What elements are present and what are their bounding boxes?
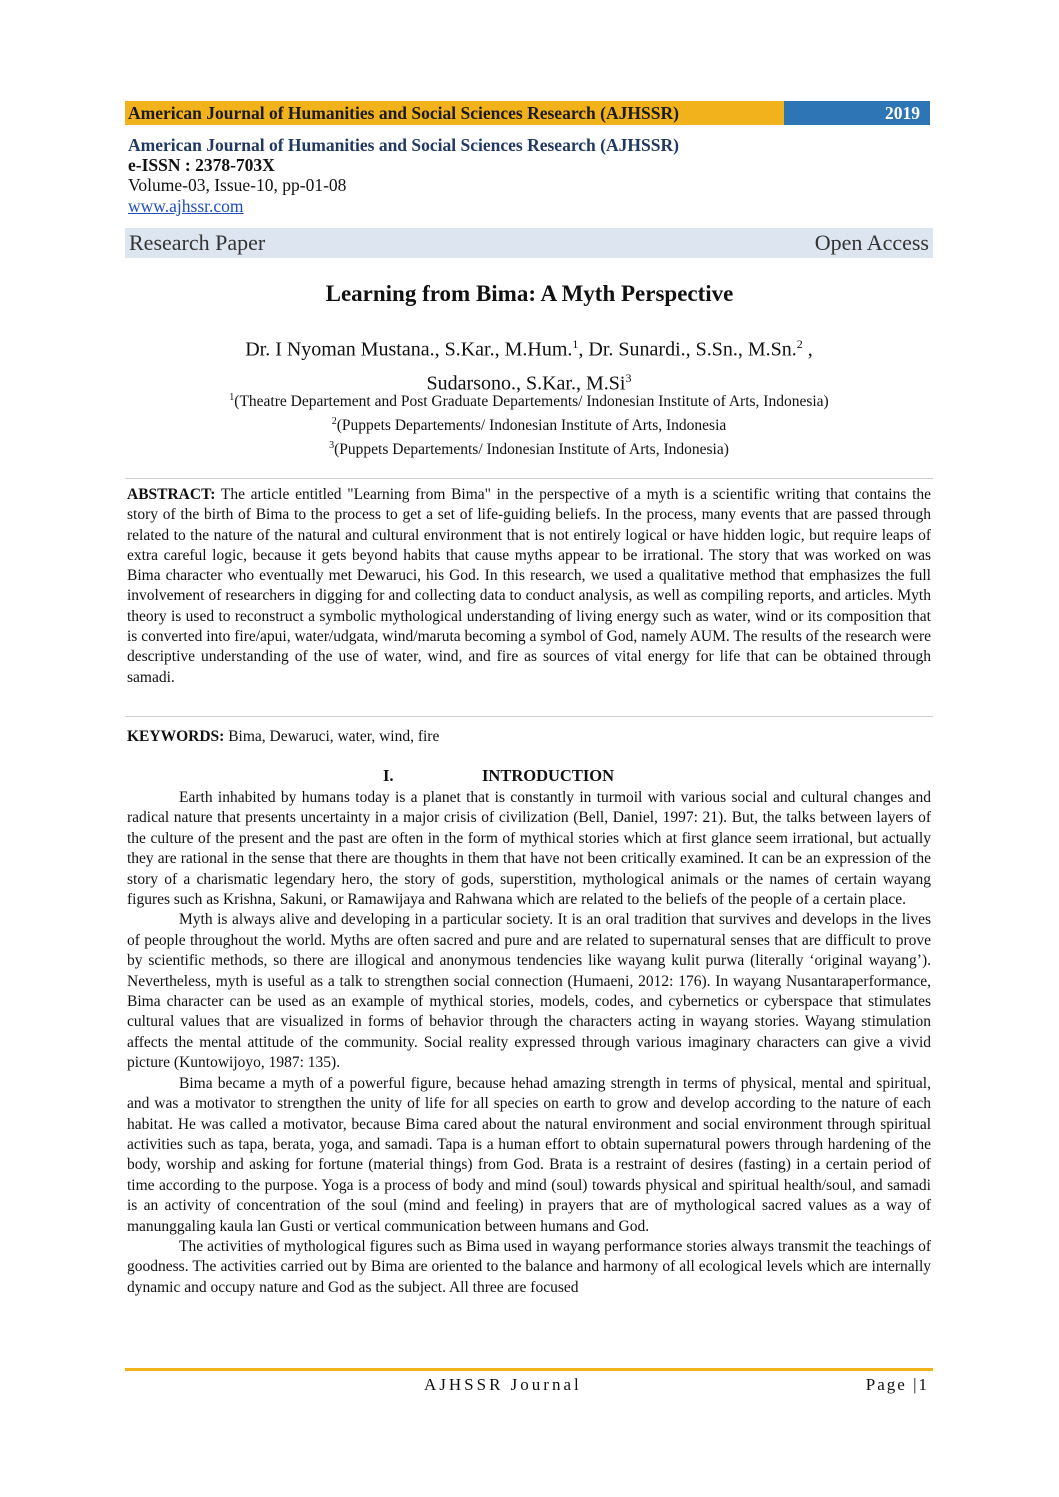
paragraph: The activities of mythological figures such as Bima used in wayang performance stories always transmit the teachings of goodness. The activities carried out by Bima are oriented to the balance and harmony of all ecological levels which are internally dynamic and occupy nature and God as the subject. All three are focused	[127, 1237, 931, 1296]
introduction-body	[127, 788, 931, 1298]
affiliation-list	[125, 388, 933, 460]
affiliation-marker: 3	[329, 440, 335, 452]
journal-website-link[interactable]: www.ajhssr.com	[128, 196, 244, 216]
page-footer	[125, 1375, 933, 1399]
footer-page-number: Page |1	[865, 1375, 929, 1394]
issn-value: 2378-703X	[195, 155, 275, 175]
divider	[125, 478, 933, 479]
abstract-text: The article entitled "Learning from Bima" in the perspective of a myth is a scientific writing that contains the story of the birth of Bima to the process to get a set of life-guiding beliefs. In the process, many events that are passed through related to the nature of the natural and cultural environment that is not entirely logical or have hidden logic, but require leaps of extra careful logic, because it gets beyond habits that cause myths appear to be irrational. The story that was worked on was Bima character who eventually met Dewaruci, his God. In this research, we used a qualitative method that emphasizes the full involvement of researchers in digging for and collecting data to conduct analysis, as well as compiling reports, and articles. Myth theory is used to reconstruct a symbolic mythological understanding of living energy such as water, wind or its composition that is converted into fire/apui, water/udgata, wind/maruta becoming a symbol of God, namely AUM. The results of the research were descriptive understanding of the use of water, wind, and fire as sources of vital energy for life that can be obtained through samadi.	[127, 486, 931, 686]
paper-title: Learning from Bima: A Myth Perspective	[325, 281, 734, 306]
running-header	[125, 101, 930, 125]
journal-issn	[128, 155, 933, 175]
footer-rule	[125, 1368, 933, 1371]
keywords-text: Bima, Dewaruci, water, wind, fire	[224, 728, 440, 745]
footer-journal: AJHSSR Journal	[424, 1375, 582, 1394]
issn-label: e-ISSN :	[128, 155, 191, 175]
author-3: Sudarsono., S.Kar., M.Si	[426, 372, 626, 395]
affiliation-text: (Puppets Departements/ Indonesian Institute of Arts, Indonesia	[336, 417, 727, 435]
section-title: INTRODUCTION	[482, 766, 615, 785]
section-number: I.	[383, 766, 394, 785]
access-type: Open Access	[814, 230, 929, 255]
author-2: Dr. Sunardi., S.Sn., M.Sn.	[588, 338, 797, 361]
divider	[125, 716, 933, 717]
paper-type: Research Paper	[129, 230, 266, 255]
author-3-affil: 3	[625, 370, 632, 385]
author-1-affil: 1	[572, 337, 579, 351]
paragraph: Myth is always alive and developing in a particular society. It is an oral tradition that survives and develops in the lives of people throughout the world. Myths are often sacred and pure and are related to supernatural senses that are difficult to prove by scientific methods, so there are illogical and anonymous tendencies like wayang kulit purwa (literally ‘original wayang’). Nevertheless, myth is useful as a talk to strengthen social connection (Humaeni, 2012: 176). In wayang Nusantaraperformance, Bima character can be used as an example of mythical stories, models, codes, and cybernetics or cyberspace that stimulates cultural values that are visualized in forms of behavior through the characters acting in wayang stories. Wayang stimulation affects the mental attitude of the community. Social reality expressed through various imaginary characters can give a vivid picture (Kuntowijoyo, 1987: 135).	[127, 911, 931, 1072]
running-header-year: 2019	[784, 101, 930, 125]
journal-volume: Volume-03, Issue-10, pp-01-08	[128, 175, 347, 195]
affiliation-marker: 2	[331, 416, 337, 428]
keywords-label: KEYWORDS:	[127, 728, 225, 745]
journal-name: American Journal of Humanities and Social Sciences Research (AJHSSR)	[128, 135, 679, 155]
paragraph: Earth inhabited by humans today is a planet that is constantly in turmoil with various social and cultural changes and radical nature that presents uncertainty in a major crisis of civilization (Bell, Daniel, 1997: 21). But, the talks between layers of the culture of the present and the past are often in the form of mythical stories which at first glance seem irrational, but actually they are rational in the sense that there are thoughts in them that have not been critically examined. It can be an expression of the story of a charismatic legendary hero, the story of gods, superstition, mythological animals or the names of certain wayang figures such as Krishna, Sakuni, or Ramawijaya and Rahwana which are related to the beliefs of the people of a certain place.	[127, 789, 931, 909]
paragraph: Bima became a myth of a powerful figure, because hehad amazing strength in terms of physical, mental and spiritual, and was a motivator to strengthen the unity of life for all species on earth to grow and develop according to the nature of each habitat. He was called a motivator, because Bima cared about the natural environment and social environment through spiritual activities such as tapa, berata, yoga, and samadi. Tapa is a human effort to obtain supernatural powers through hardening of the body, worship and asking for fortune (material things) from God. Brata is a restraint of desires (fasting) in a certain period of time according to the purpose. Yoga is a process of body and mind (soul) towards physical and spiritual health/soul, and samadi is an activity of concentration of the soul (mind and feeling) in prayers that are of mythological sacred values as a way of manunggaling kaula lan Gusti or vertical communication between humans and God.	[127, 1074, 931, 1235]
author-2-affil: 2	[796, 337, 803, 351]
affiliation-text: (Theatre Departement and Post Graduate Departements/ Indonesian Institute of Arts, Indonesia)	[234, 393, 829, 411]
journal-info	[128, 135, 933, 217]
affiliation-3	[125, 436, 933, 460]
author-separator: ,	[802, 338, 813, 361]
keywords	[127, 727, 931, 747]
affiliation-marker: 1	[229, 392, 235, 403]
abstract	[127, 485, 931, 688]
abstract-label: ABSTRACT:	[127, 486, 216, 503]
affiliation-2	[125, 412, 933, 436]
author-1: Dr. I Nyoman Mustana., S.Kar., M.Hum.	[245, 338, 573, 361]
affiliation-text: (Puppets Departements/ Indonesian Institute of Arts, Indonesia)	[334, 441, 729, 459]
running-header-journal: American Journal of Humanities and Social Sciences Research (AJHSSR)	[125, 101, 784, 125]
paper-type-bar	[125, 228, 933, 258]
author-separator: ,	[578, 338, 589, 361]
affiliation-1	[125, 388, 933, 412]
